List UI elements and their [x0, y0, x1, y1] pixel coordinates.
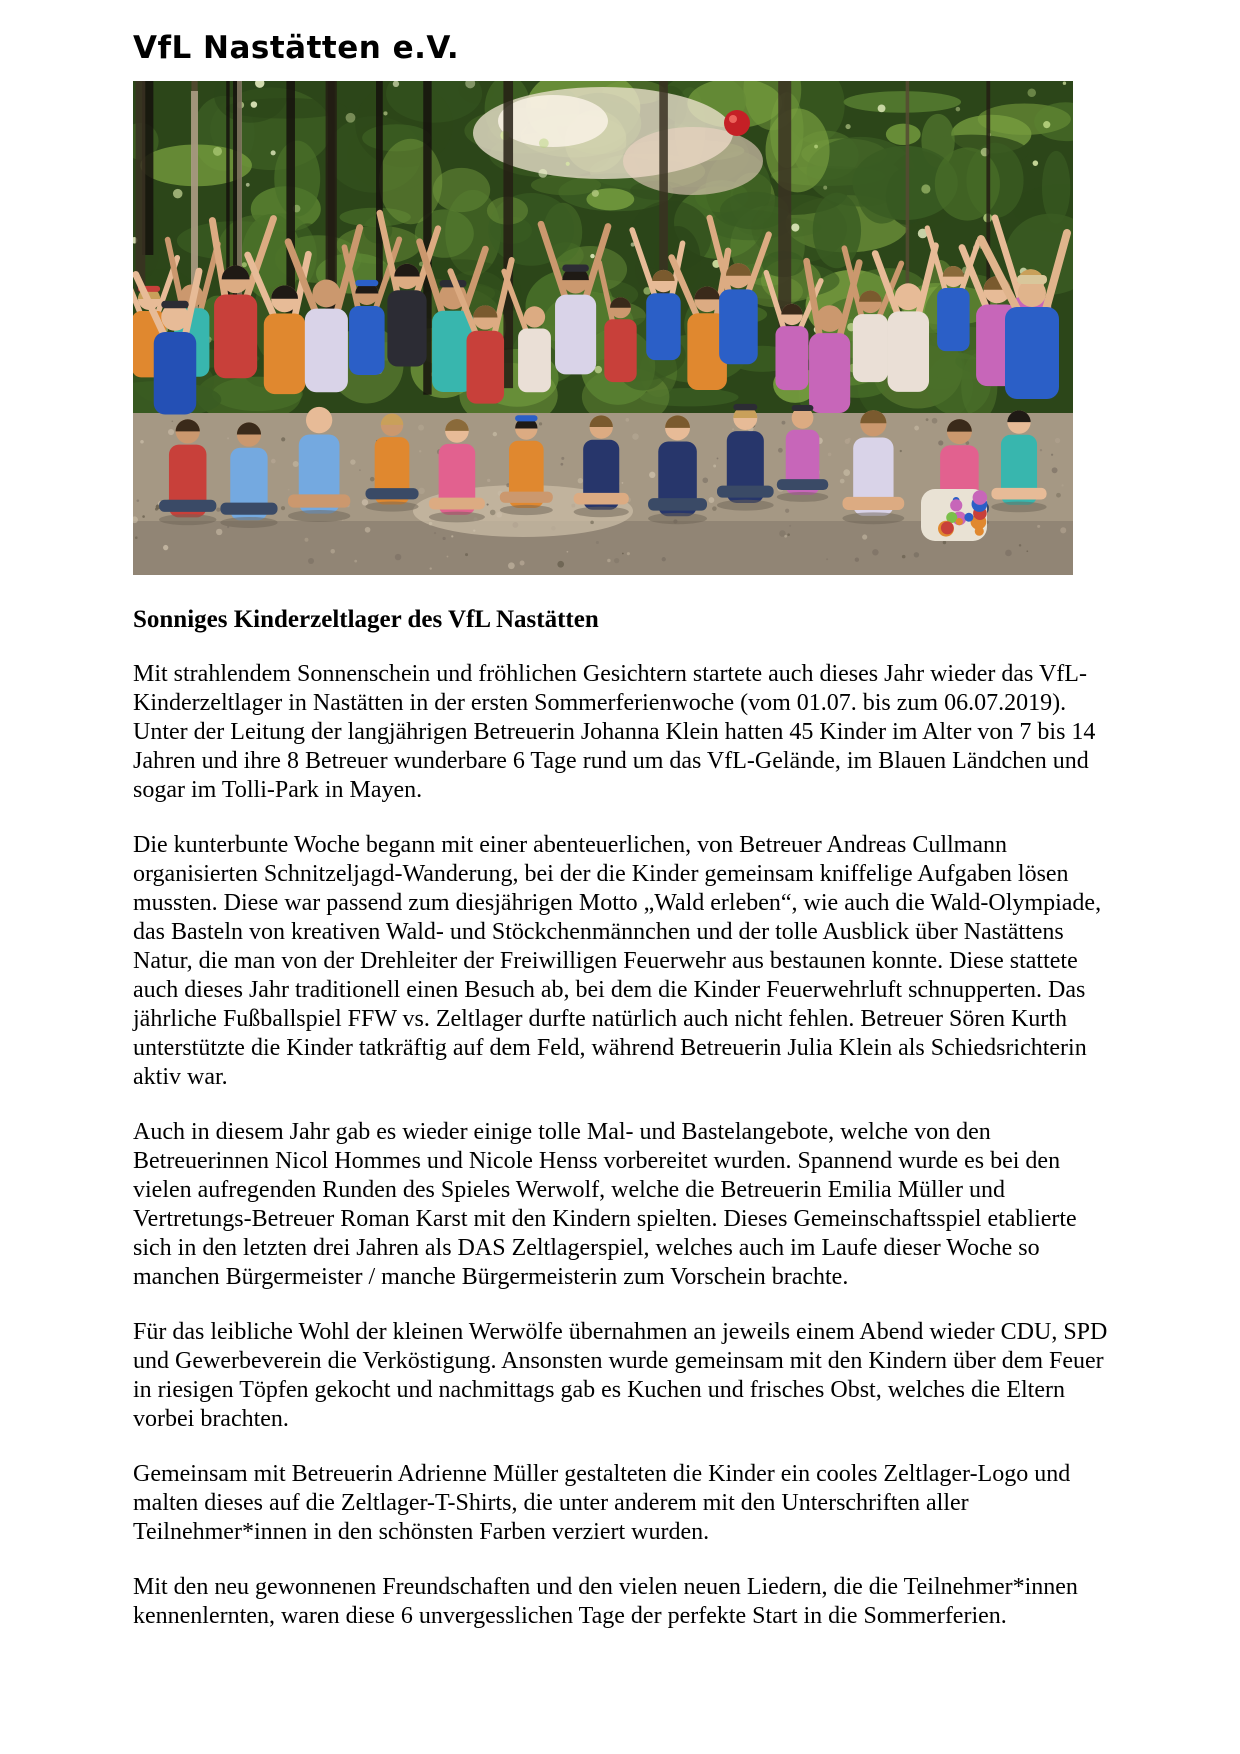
camp-group-photo-canvas — [133, 81, 1073, 575]
camp-group-photo — [133, 81, 1073, 575]
paragraph: Gemeinsam mit Betreuerin Adrienne Müller gestalteten die Kinder ein cooles Zeltlager-Logo und malten dieses auf die Zeltlager-T-Shirts, die unter anderem mit den Unterschriften aller Teilnehmer*innen in den schönsten Farben verziert wurden. — [133, 1461, 1071, 1545]
paragraph: Auch in diesem Jahr gab es wieder einige tolle Mal- und Bastelangebote, welche von den Betreuerinnen Nicol Hommes und Nicole Henss vorbereitet wurden. Spannend wurde es bei den vielen aufregenden Runden des Spieles Werwolf, welche die Betreuerin Emilia Müller und Vertretungs-Betreuer Roman Karst mit den Kindern spielten. Dieses Gemeinschaftsspiel etablierte sich in den letzten drei Jahren als DAS Zeltlagerspiel, welches auch im Laufe dieser Woche so manchen Bürgermeister / manche Bürgermeisterin zum Vorschein brachte. — [133, 1119, 1077, 1290]
article-heading: Sonniges Kinderzeltlager des VfL Nastätten — [133, 606, 599, 633]
page-title: VfL Nastätten e.V. — [133, 30, 460, 66]
article-body — [133, 660, 1125, 1631]
paragraph: Mit den neu gewonnenen Freundschaften und den vielen neuen Liedern, die die Teilnehmer*innen kennenlernten, waren diese 6 unvergesslichen Tage der perfekte Start in die Sommerferien. — [133, 1574, 1078, 1629]
paragraph: Mit strahlendem Sonnenschein und fröhlichen Gesichtern startete auch dieses Jahr wieder das VfL-Kinderzeltlager in Nastätten in der ersten Sommerferienwoche (vom 01.07. bis zum 06.07.2019). Unter der Leitung der langjährigen Betreuerin Johanna Klein hatten 45 Kinder im Alter von 7 bis 14 Jahren und ihre 8 Betreuer wunderbare 6 Tage rund um das VfL-Gelände, im Blauen Ländchen und sogar im Tolli-Park in Mayen. — [133, 661, 1096, 803]
paragraph: Für das leibliche Wohl der kleinen Werwölfe übernahmen an jeweils einem Abend wieder CDU, SPD und Gewerbeverein die Verköstigung. Ansonsten wurde gemeinsam mit den Kindern über dem Feuer in riesigen Töpfen gekocht und nachmittags gab es Kuchen und frisches Obst, welches die Eltern vorbei brachten. — [133, 1319, 1108, 1432]
paragraph: Die kunterbunte Woche begann mit einer abenteuerlichen, von Betreuer Andreas Cullmann organisierten Schnitzeljagd-Wanderung, bei der die Kinder gemeinsam kniffelige Aufgaben lösen mussten. Diese war passend zum diesjährigen Motto „Wald erleben“, wie auch die Wald-Olympiade, das Basteln von kreativen Wald- und Stöckchenmännchen und der tolle Ausblick über Nastättens Natur, die man von der Drehleiter der Freiwilligen Feuerwehr aus bestaunen konnte. Diese stattete auch dieses Jahr traditionell einen Besuch ab, bei dem die Kinder Feuerwehrluft schnupperten. Das jährliche Fußballspiel FFW vs. Zeltlager durfte natürlich auch nicht fehlen. Betreuer Sören Kurth unterstützte die Kinder tatkräftig auf dem Feld, während Betreuerin Julia Klein als Schiedsrichterin aktiv war. — [133, 832, 1102, 1090]
